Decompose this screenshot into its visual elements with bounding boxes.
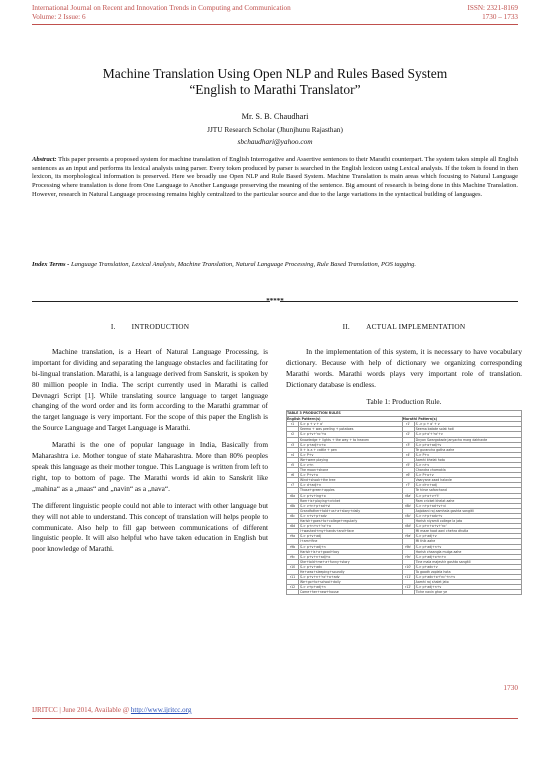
rule-id-marathi: r9b'	[402, 544, 414, 549]
english-pattern: S-> P+v+o	[299, 473, 403, 478]
marathi-pattern: S-> n+p+ad+v+vi	[414, 503, 521, 508]
marathi-pattern: S-> p+adv+o+'nc'+n+v	[414, 575, 521, 580]
page-number: 1730	[503, 683, 518, 692]
footer-rule	[32, 718, 518, 719]
english-pattern: Come+her+new+house	[299, 590, 403, 595]
rule-id: r5	[287, 463, 299, 468]
marathi-pattern: S-> p+adv+v	[414, 564, 521, 569]
rule-id: r8a	[287, 493, 299, 498]
english-pattern: S-> v+p+adj+n	[299, 585, 403, 590]
author-name: Mr. S. B. Chaudhari	[241, 112, 309, 121]
marathi-pattern: Tine mala majeshir goshta sangitli	[414, 559, 521, 564]
english-pattern: We+were playing	[299, 457, 403, 462]
rule-id: r8c	[287, 513, 299, 518]
paper-title-line2: “English to Marathi Translator”	[189, 82, 361, 97]
table-body	[287, 422, 522, 595]
english-pattern: Wind+shook+the tree	[299, 478, 403, 483]
marathi-pattern: S-> p+adj+n+v	[414, 585, 521, 590]
marathi-pattern: S-> P+v	[414, 452, 521, 457]
english-pattern: S-> p+v+n+adj+o	[299, 554, 403, 559]
rule-id: r12	[287, 585, 299, 590]
marathi-pattern: Harish niyamit college la jato	[414, 519, 521, 524]
rule-id	[287, 590, 299, 595]
table-row	[287, 590, 522, 595]
header-rule	[32, 24, 518, 25]
marathi-pattern: Te hirve safarchand	[414, 488, 521, 493]
column-header-marathi: Marathi Pattern(s)	[402, 416, 521, 421]
implementation-paragraph-1: In the implementation of this system, it is necessary to have vocabulary dictionary. Because with help of dictionary we organizing corresponding Marathi words. Marathi words plays very important role of translation. Dictionary database is endless.	[286, 346, 522, 389]
rule-id: r3	[287, 442, 299, 447]
section-heading-implementation: II. ACTUAL IMPLEMENTATION	[342, 322, 466, 331]
english-pattern: S-> p+adj+v+o	[299, 442, 403, 447]
marathi-pattern: To gaadh zoplela hota	[414, 569, 521, 574]
english-pattern: S-> v+n	[299, 463, 403, 468]
english-pattern: Harish+goes+to+college+regularly	[299, 519, 403, 524]
marathi-pattern: S-> p+adj+n+v	[414, 544, 521, 549]
journal-header	[32, 4, 518, 22]
english-pattern: Grandfather+told+us+a+story+daily	[299, 508, 403, 513]
abstract	[32, 156, 518, 200]
english-pattern: S-> p+v+adv	[299, 564, 403, 569]
english-pattern: It + is a + cattle + pen	[299, 447, 403, 452]
rule-id: r8b	[287, 503, 299, 508]
section-heading-introduction: I. INTRODUCTION	[110, 322, 190, 331]
english-pattern: S-> p+v+n+'nc'+o+adv	[299, 575, 403, 580]
author-affiliation: JJTU Research Scholar (Jhunjhunu Rajasthan)	[207, 125, 343, 134]
rule-id: r8d	[287, 524, 299, 529]
separator-line-right	[280, 301, 518, 302]
intro-paragraph-2: Marathi is the one of popular language in India, Basically from Maharashtra i.e. Mother tongue of state Maharashtra. More than 80% peoples speak this language as their mother tongue. This Language is written from left to right, top to bottom of page. The Marathi words id akin to Sanskrit like „mahina“ as a „maas“ and „navin“ as a „nava“.	[32, 440, 268, 493]
intro-paragraph-3: The different linguistic people could not able to interact with other language but they will not able to understand. This concept of translation will helps people to communicate. Also help to fill gap between communications of different linguistic people. It will also helpful who have taken education in English but poor knowledge of Marathi.	[32, 500, 268, 554]
marathi-pattern: S-> P+o+v	[414, 473, 521, 478]
english-pattern: I+am+fine	[299, 539, 403, 544]
paper-title	[32, 66, 518, 98]
rule-id-marathi: r4'	[402, 452, 414, 457]
english-pattern: S-> n+v+p+adv	[299, 513, 403, 518]
english-pattern: Knowledge + lights + the way + to heaven	[299, 437, 403, 442]
marathi-pattern: Mi thik aahe	[414, 539, 521, 544]
rule-id-marathi: r8a'	[402, 493, 414, 498]
marathi-pattern: S -> p + o' + v	[414, 422, 521, 427]
marathi-pattern: Seema batate solat hoti	[414, 427, 521, 432]
rule-id-marathi: r8b'	[402, 503, 414, 508]
marathi-pattern: S-> n+v	[414, 463, 521, 468]
author-email: sbchaudhari@yahoo.com	[237, 137, 313, 146]
rule-id-marathi: r10'	[402, 564, 414, 569]
rule-id: r7	[287, 483, 299, 488]
rule-id: r9a	[287, 534, 299, 539]
rule-id: r9b	[287, 544, 299, 549]
rule-id: r9c	[287, 554, 299, 559]
footer-text: IJRITCC | June 2014, Available @	[32, 706, 131, 714]
marathi-pattern: Harish chaangla mulga aahe	[414, 549, 521, 554]
journal-volume: Volume: 2 Issue: 6	[32, 13, 86, 21]
marathi-pattern: Dnyan Swargakade janyacha marg dakhavte	[414, 437, 521, 442]
rule-id-marathi: r7'	[402, 483, 414, 488]
marathi-pattern: Aamhi khelat hoto	[414, 457, 521, 462]
rule-id-marathi: r5'	[402, 463, 414, 468]
rule-id-marathi: r8c'	[402, 513, 414, 518]
abstract-label: Abstract:	[32, 156, 57, 163]
marathi-pattern: S-> n+p+adv+v	[414, 513, 521, 518]
journal-name: International Journal on Recent and Innovation Trends in Computing and Communication	[32, 4, 291, 12]
rule-id-marathi: r9c'	[402, 554, 414, 559]
rule-id-marathi	[402, 590, 414, 595]
production-rules-table	[286, 410, 522, 595]
rule-id: r1	[287, 422, 299, 427]
marathi-pattern: S-> p+o+adj+v	[414, 442, 521, 447]
index-terms-label: Index Terms -	[32, 261, 70, 268]
english-pattern: Ram+is+playing+cricket	[299, 498, 403, 503]
section-separator	[32, 297, 518, 305]
marathi-pattern: Ram cricket khelat aahe	[414, 498, 521, 503]
rule-id: r6	[287, 473, 299, 478]
footer	[32, 706, 191, 714]
english-pattern: I+washed+my+hands+and+face	[299, 529, 403, 534]
english-pattern: She+told+me+a+funny+story	[299, 559, 403, 564]
intro-paragraph-1: Machine translation, is a Heart of Natural Language Processing, is important for dividing and separating the language obstacles and facilitating for bi-lingual translation. Marathi, is a language derived from Sanskrit, is spoken by 80 million people in India. The script currently used in Marathi is called Devnagri Script [1]. While translating source language to target language changing of the word order and its form according to the Marathi grammar of the target language is very important. For the scope of this paper the English is the Source Language and Target Language is Marathi.	[32, 346, 268, 433]
index-terms-text: Language Translation, Lexical Analysis, Machine Translation, Natural Language Processing, Rule Based Translation, POS tagging.	[69, 261, 417, 268]
english-pattern: S-> p + v + o'	[299, 422, 403, 427]
english-pattern: S-> d+adj+n	[299, 483, 403, 488]
marathi-pattern: Tiche navin ghar ye	[414, 590, 521, 595]
marathi-pattern: S-> p+o+v+'t'	[414, 493, 521, 498]
index-terms	[32, 261, 518, 270]
marathi-pattern: S-> p+o'+'nc'+v	[414, 432, 521, 437]
marathi-pattern: Te gurancha gotha aahe	[414, 447, 521, 452]
english-pattern: Harish+is+a+good+boy	[299, 549, 403, 554]
rule-id-marathi: r1'	[402, 422, 414, 427]
rule-id: r10	[287, 564, 299, 569]
marathi-pattern: S-> p+n+o+v+'nc'	[414, 524, 521, 529]
paper-title-line1: Machine Translation Using Open NLP and Rules Based System	[102, 66, 448, 81]
english-pattern: S-> p+v+adj	[299, 534, 403, 539]
english-pattern: S-> p+v+adj+n	[299, 544, 403, 549]
rule-id-marathi: r8d'	[402, 524, 414, 529]
english-pattern: S-> p+v+ing+o	[299, 493, 403, 498]
table-caption: Table 1: Production Rule.	[366, 396, 442, 406]
english-pattern: The moon+shone	[299, 468, 403, 473]
marathi-pattern: S-> p+adj+o+n+v	[414, 554, 521, 559]
english-pattern: S-> p+n+v+'nc'+o	[299, 524, 403, 529]
separator-stars: *****	[266, 297, 284, 305]
table-title: TABLE 3 PRODUCTION RULES	[287, 411, 522, 416]
english-pattern: We+go+to+school+daily	[299, 580, 403, 585]
marathi-pattern: Mi maze haat aani chehra dhutla	[414, 529, 521, 534]
journal-issn: ISSN: 2321-8169	[467, 4, 518, 12]
right-column	[286, 322, 522, 595]
english-pattern: S-> v+n+p+ad+vi	[299, 503, 403, 508]
marathi-pattern: Aajobani roj aamhala goshta sangitli	[414, 508, 521, 513]
rule-id-marathi: r2'	[402, 432, 414, 437]
marathi-pattern: S-> d+n+adj	[414, 483, 521, 488]
marathi-pattern: Chandra chamakla	[414, 468, 521, 473]
rule-id-marathi: r12'	[402, 585, 414, 590]
english-pattern: Those+green+apples	[299, 488, 403, 493]
marathi-pattern: Aamhi roj shalet jato	[414, 580, 521, 585]
rule-id-marathi: r3'	[402, 442, 414, 447]
left-column	[32, 322, 268, 561]
rule-id-marathi: r6'	[402, 473, 414, 478]
rule-id: r11	[287, 575, 299, 580]
marathi-pattern: S-> p+adj+v	[414, 534, 521, 539]
marathi-pattern: Vaaryane zaad halavle	[414, 478, 521, 483]
english-pattern: He+was+sleeping+soundly	[299, 569, 403, 574]
footer-link[interactable]: http://www.ijritcc.org	[130, 706, 192, 714]
rule-id: r2	[287, 432, 299, 437]
english-pattern: S-> p+v+'nc'+o	[299, 432, 403, 437]
rule-id-marathi: r9a'	[402, 534, 414, 539]
english-pattern: Seema + was peeling + potatoes	[299, 427, 403, 432]
journal-pages: 1730 – 1733	[482, 13, 518, 21]
abstract-text: This paper presents a proposed system for machine translation of English Interrogative and Assertive sentences to their Marathi counterpart. The system takes simple all English sentences as an input and performs its lexical analysis using parser. Every token produced by parser is searched in the English lexicon using Lexical analysis. If the token is found in then lexicon, its morphological information is preserved. Here we broadly use Open NLP and Rule Based System. Machine Translation is main areas which focusing to Natural Language Processing where translation is done from One Language to Another Language preserving the meaning of the sentence. Big amount of research is being done in this Machine Translation. However, research in Natural Language processing remains highly centralized to the particular source and due to the large variations in the syntactical building of languages.	[32, 156, 518, 198]
english-pattern: S-> P+v	[299, 452, 403, 457]
rule-id-marathi: r11'	[402, 575, 414, 580]
rule-id: r4	[287, 452, 299, 457]
column-header-english: English Pattern(s)	[287, 416, 403, 421]
